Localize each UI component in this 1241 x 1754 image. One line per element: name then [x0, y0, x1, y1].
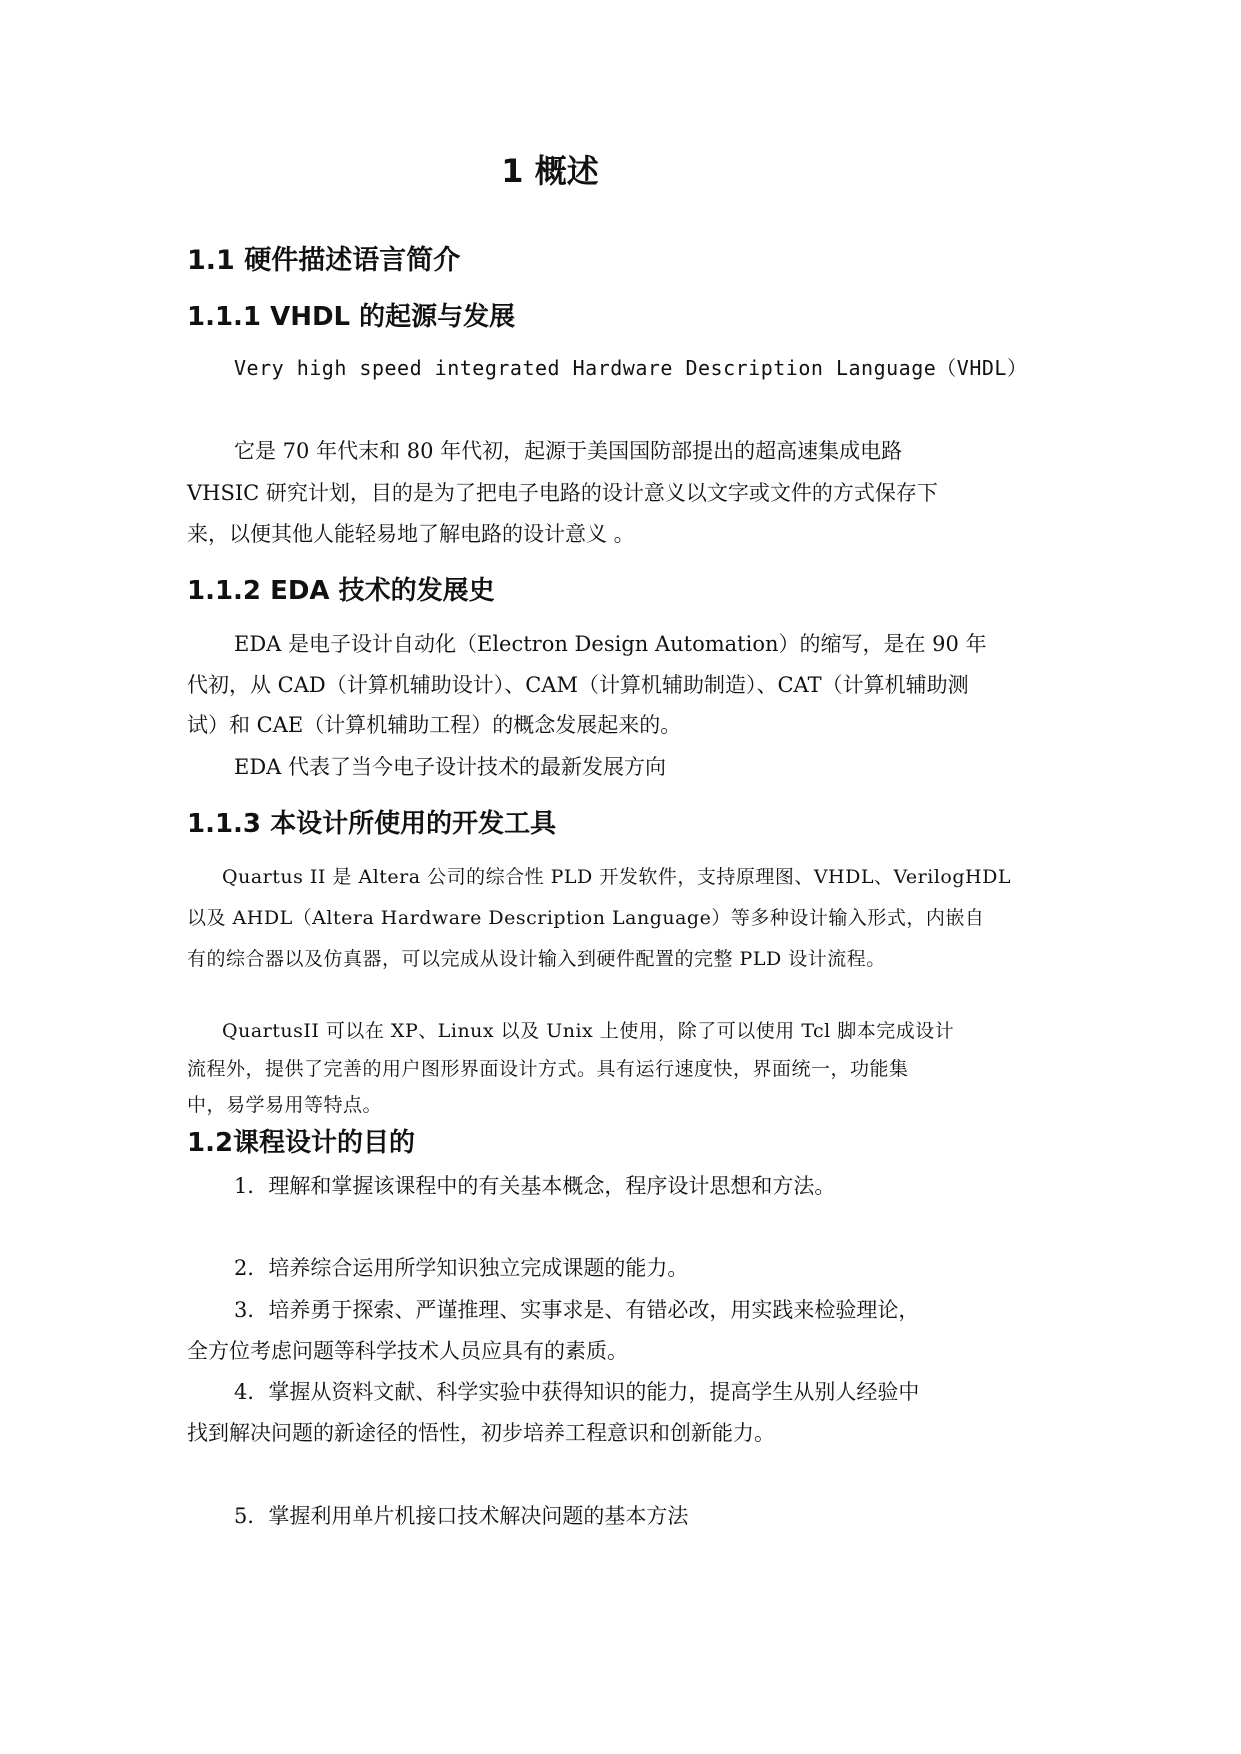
section-heading-1-1-1: 1.1.1 VHDL 的起源与发展 — [187, 302, 516, 332]
eda-paragraph-line: 试）和 CAE（计算机辅助工程）的概念发展起来的。 — [187, 713, 682, 737]
section-heading-1-2: 1.2课程设计的目的 — [187, 1128, 416, 1158]
eda-paragraph-line: EDA 是电子设计自动化（Electron Design Automation）的缩写，是在 90 年 — [234, 632, 987, 656]
section-heading-1-1: 1.1 硬件描述语言简介 — [187, 245, 461, 276]
vhdl-paragraph-line: 它是 70 年代末和 80 年代初，起源于美国国防部提出的超高速集成电路 — [234, 439, 903, 463]
goal-item-continuation: 全方位考虑问题等科学技术人员应具有的素质。 — [187, 1339, 628, 1363]
eda-paragraph-line: 代初，从 CAD（计算机辅助设计）、CAM（计算机辅助制造）、CAT（计算机辅助测 — [187, 673, 969, 697]
goal-item: 1．理解和掌握该课程中的有关基本概念，程序设计思想和方法。 — [234, 1174, 836, 1198]
vhdl-paragraph-line: 来，以便其他人能轻易地了解电路的设计意义 。 — [187, 522, 635, 546]
vhdl-full-name: Very high speed integrated Hardware Description Language（VHDL） — [234, 356, 1028, 380]
chapter-title: 1 概述 — [501, 152, 599, 190]
section-heading-1-1-2: 1.1.2 EDA 技术的发展史 — [187, 576, 495, 606]
quartus-paragraph-2-line: 中，易学易用等特点。 — [187, 1094, 383, 1116]
goal-item: 2．培养综合运用所学知识独立完成课题的能力。 — [234, 1256, 689, 1280]
quartus-paragraph-line: 有的综合器以及仿真器，可以完成从设计输入到硬件配置的完整 PLD 设计流程。 — [187, 948, 886, 970]
goal-item: 3．培养勇于探索、严谨推理、实事求是、有错必改，用实践来检验理论， — [234, 1298, 920, 1322]
quartus-paragraph-line: Quartus II 是 Altera 公司的综合性 PLD 开发软件，支持原理图、VHDL、VerilogHDL — [222, 866, 1011, 888]
quartus-paragraph-2-line: 流程外，提供了完善的用户图形界面设计方式。具有运行速度快，界面统一，功能集 — [187, 1058, 909, 1080]
vhdl-paragraph-line: VHSIC 研究计划，目的是为了把电子电路的设计意义以文字或文件的方式保存下 — [187, 481, 938, 505]
eda-paragraph-2: EDA 代表了当今电子设计技术的最新发展方向 — [234, 755, 667, 779]
goal-item-continuation: 找到解决问题的新途径的悟性，初步培养工程意识和创新能力。 — [187, 1421, 775, 1445]
goal-item: 5．掌握利用单片机接口技术解决问题的基本方法 — [234, 1504, 689, 1528]
quartus-paragraph-line: 以及 AHDL（Altera Hardware Description Language）等多种设计输入形式，内嵌自 — [187, 907, 985, 929]
quartus-paragraph-2-line: QuartusII 可以在 XP、Linux 以及 Unix 上使用，除了可以使用 Tcl 脚本完成设计 — [222, 1020, 955, 1042]
goal-item: 4．掌握从资料文献、科学实验中获得知识的能力，提高学生从别人经验中 — [234, 1380, 920, 1404]
section-heading-1-1-3: 1.1.3 本设计所使用的开发工具 — [187, 809, 557, 839]
